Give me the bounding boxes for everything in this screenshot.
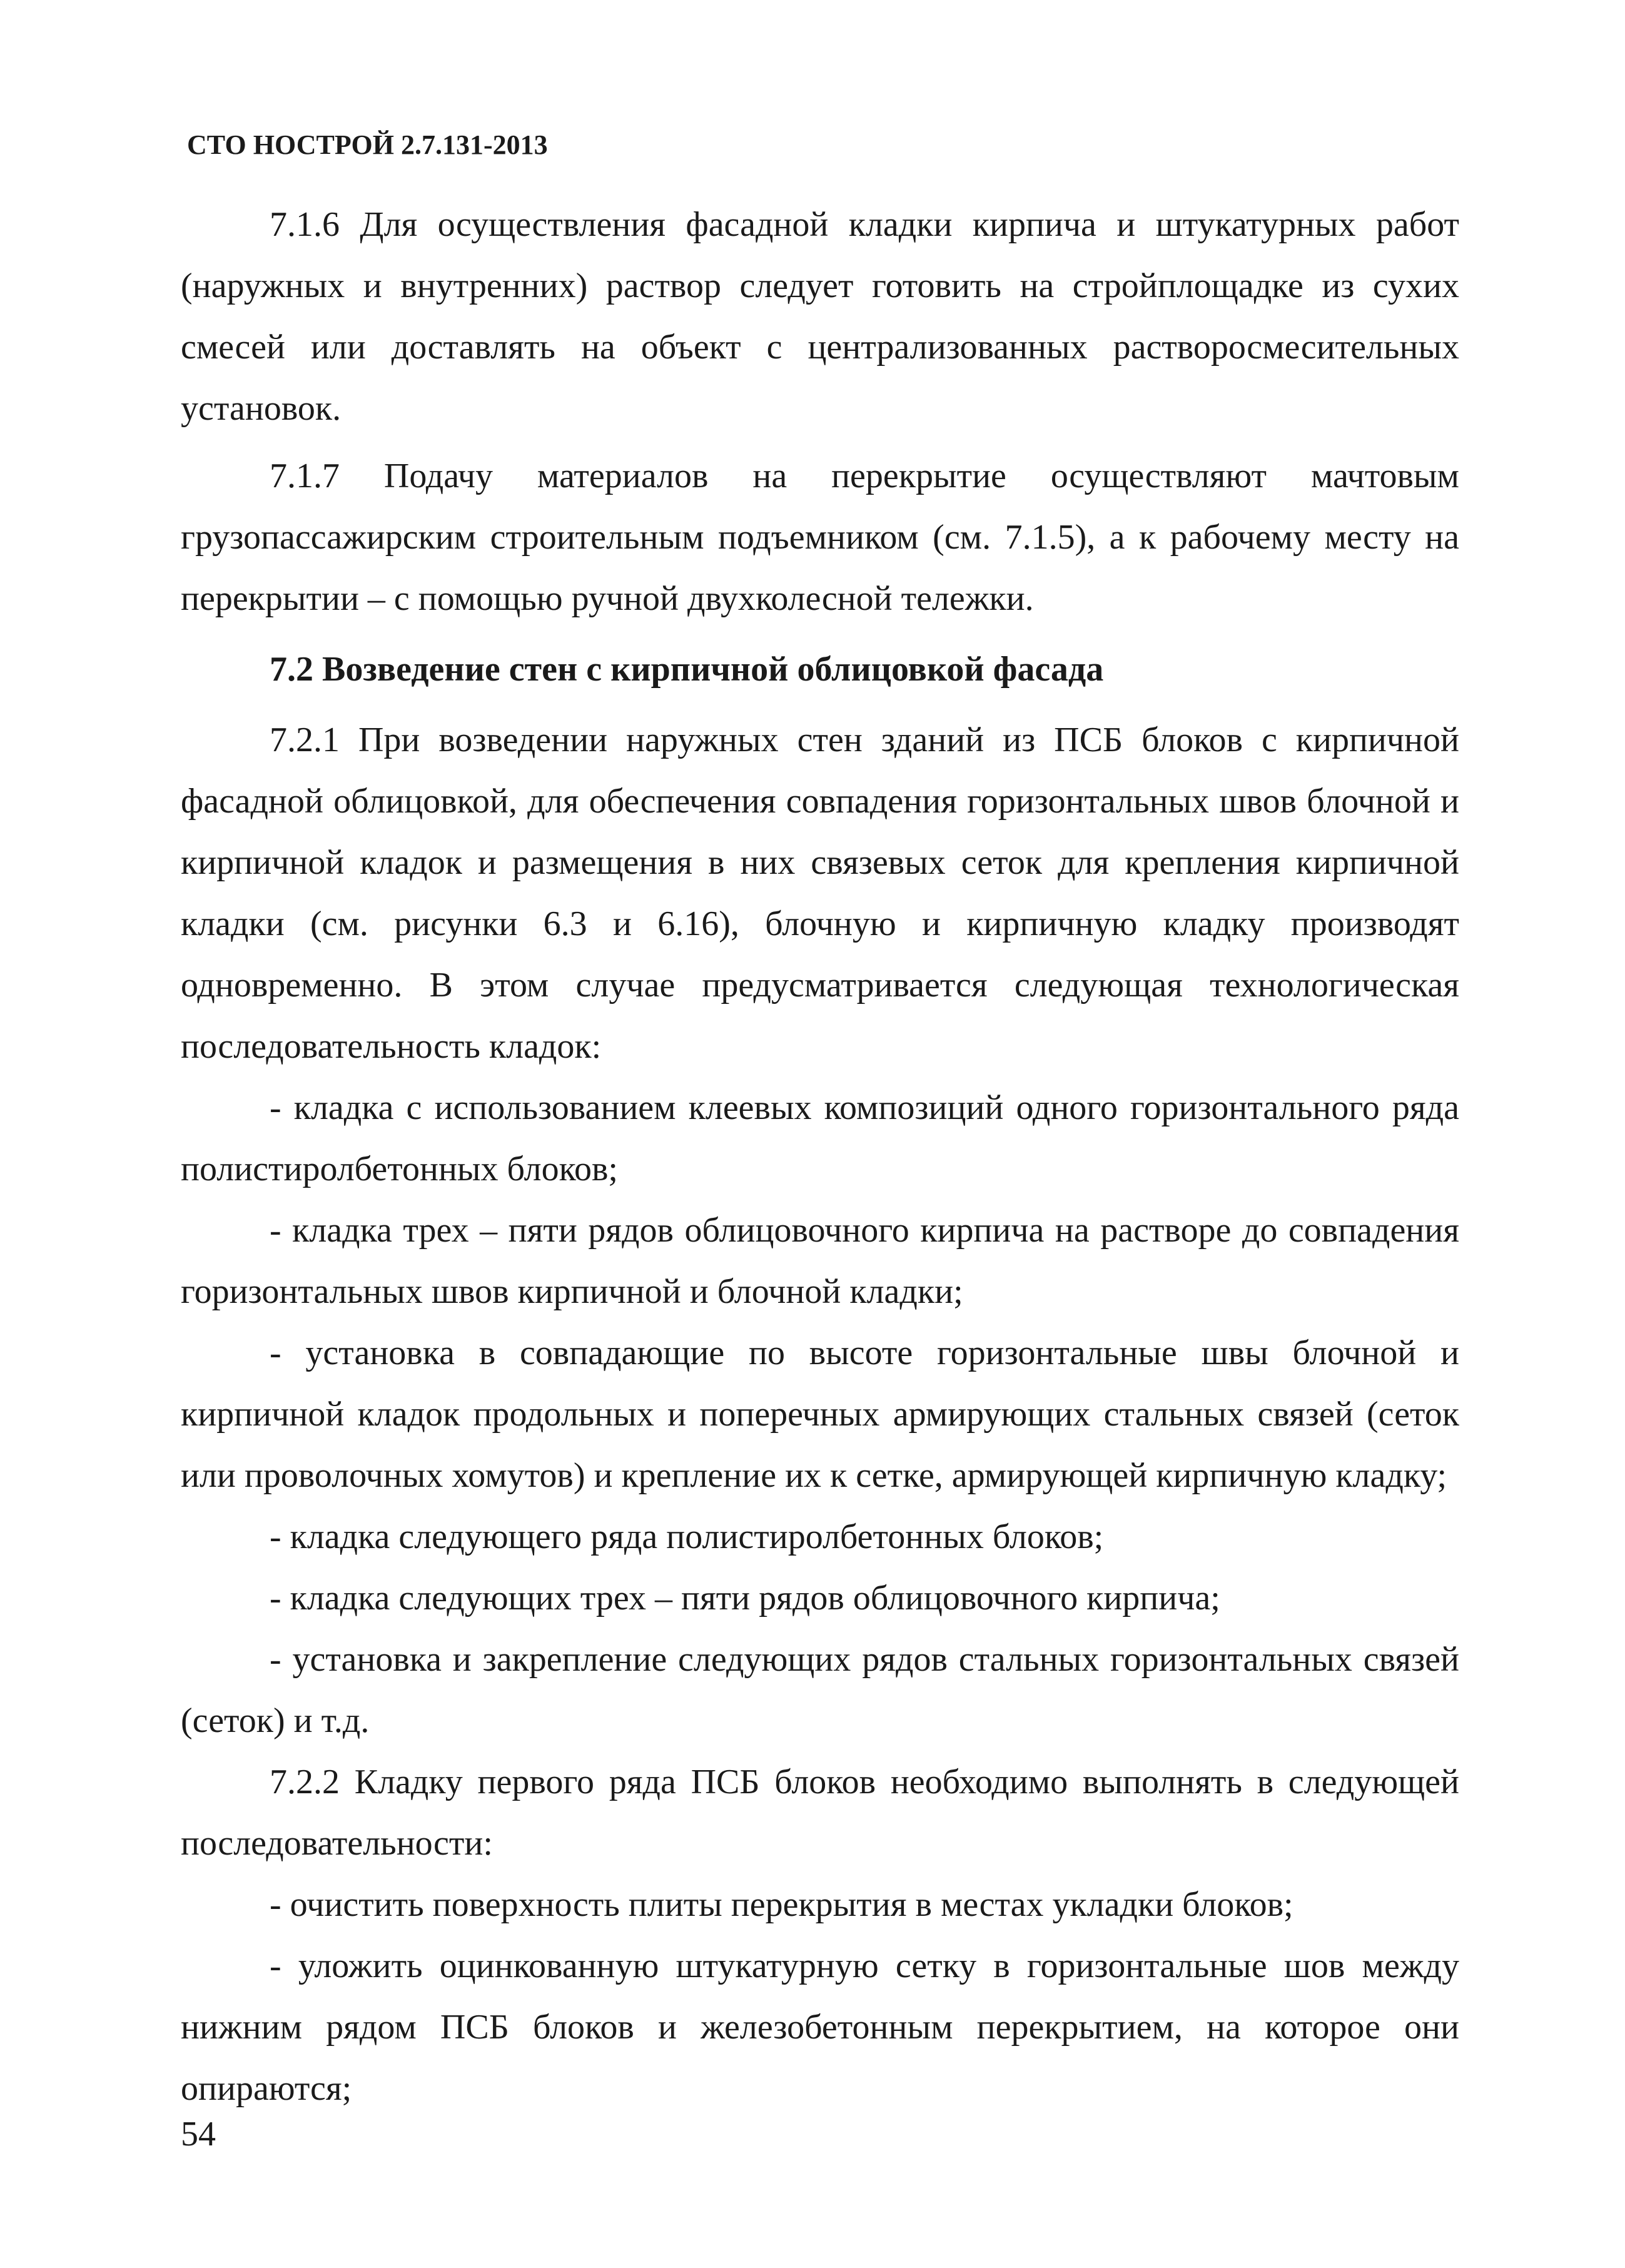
list-item: - уложить оцинкованную штукатурную сетку в горизонтальные шов между нижним рядом ПСБ блоков и железобетонным перекрытием, на которое они опираются; xyxy=(181,1947,1459,2108)
paragraph-7-1-6: 7.1.6 Для осуществления фасадной кладки кирпича и штукатурных работ (наружных и внутренних) раствор следует готовить на стройплощадке из сухих смесей или доставлять на объект с централизованных растворосмесительных установок. xyxy=(181,205,1459,428)
standard-code-header: СТО НОСТРОЙ 2.7.131-2013 xyxy=(187,129,548,160)
list-item: - очистить поверхность плиты перекрытия в местах укладки блоков; xyxy=(270,1885,1293,1924)
document-body xyxy=(181,194,1459,2119)
paragraph-7-2-1: 7.2.1 При возведении наружных стен зданий из ПСБ блоков с кирпичной фасадной облицовкой, для обеспечения совпадения горизонтальных швов блочной и кирпичной кладок и размещения в них связевых сеток для крепления кирпичной кладки (см. рисунки 6.3 и 6.16), блочную и кирпичную кладку производят одновременно. В этом случае предусматривается следующая технологическая последовательность кладок: xyxy=(181,721,1459,1066)
list-item: - установка и закрепление следующих рядов стальных горизонтальных связей (сеток) и т.д. xyxy=(181,1640,1459,1740)
list-item: - кладка следующего ряда полистиролбетонных блоков; xyxy=(270,1517,1104,1556)
paragraph-7-2-2: 7.2.2 Кладку первого ряда ПСБ блоков необходимо выполнять в следующей последовательности: xyxy=(181,1763,1459,1863)
document-page xyxy=(181,119,1459,2183)
list-item: - кладка следующих трех – пяти рядов облицовочного кирпича; xyxy=(270,1579,1220,1617)
paragraph-7-1-7: 7.1.7 Подачу материалов на перекрытие осуществляют мачтовым грузопассажирским строительным подъемником (см. 7.1.5), а к рабочему месту на перекрытии – с помощью ручной двухколесной тележки. xyxy=(181,457,1459,618)
list-item: - кладка трех – пяти рядов облицовочного кирпича на растворе до совпадения горизонтальных швов кирпичной и блочной кладки; xyxy=(181,1211,1459,1311)
list-item: - установка в совпадающие по высоте горизонтальные швы блочной и кирпичной кладок продольных и поперечных армирующих стальных связей (сеток или проволочных хомутов) и крепление их к сетке, армирующей кирпичную кладку; xyxy=(181,1334,1459,1495)
list-item: - кладка с использованием клеевых композиций одного горизонтального ряда полистиролбетонных блоков; xyxy=(181,1088,1459,1188)
section-heading-7-2: 7.2 Возведение стен с кирпичной облицовкой фасада xyxy=(270,650,1104,689)
page-number: 54 xyxy=(181,2115,216,2154)
